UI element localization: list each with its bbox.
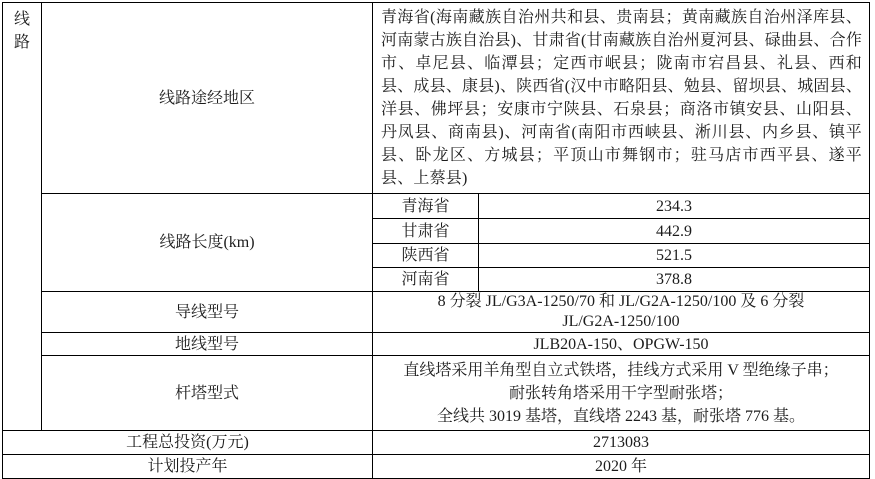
row-length-qinghai xyxy=(3,194,870,219)
route-areas-label: 线路途经地区 xyxy=(42,3,373,194)
tower-type-line: 直线塔采用羊角型自立式铁塔，挂线方式采用 V 型绝缘子串； xyxy=(403,361,839,379)
conductor-model-line: JL/G2A-1250/100 xyxy=(562,313,680,330)
route-areas-value: 青海省(海南藏族自治州共和县、贵南县；黄南藏族自治州泽库县、河南蒙古族自治县)、甘肃省(甘南藏族自治州夏河县、碌曲县、合作市、卓尼县、临潭县；定西市岷县；陇南市宕昌县、礼县、西和县、成县、康县)、陕西省(汉中市略阳县、勉县、留坝县、城固县、洋县、佛坪县；安康市宁陕县、石泉县；商洛市镇安县、山阳县、丹凤县、商南县)、河南省(南阳市西峡县、淅川县、内乡县、镇平县、卧龙区、方城县；平顶山市舞钢市；驻马店市西平县、遂平县、上蔡县) xyxy=(373,3,870,194)
total-investment-label: 工程总投资(万元) xyxy=(3,431,373,455)
conductor-model-value xyxy=(373,292,870,333)
row-ground-wire-model xyxy=(3,333,870,356)
row-group-line-label: 线路 xyxy=(14,11,31,51)
province-length-value: 234.3 xyxy=(479,194,870,219)
total-investment-value: 2713083 xyxy=(373,431,870,455)
row-planned-year xyxy=(3,455,870,479)
planned-year-value: 2020 年 xyxy=(373,455,870,479)
row-total-investment xyxy=(3,431,870,455)
tower-type-value xyxy=(373,356,870,431)
province-length-value: 442.9 xyxy=(479,219,870,244)
ground-wire-model-value: JLB20A-150、OPGW-150 xyxy=(373,333,870,356)
transmission-line-table xyxy=(2,2,870,479)
planned-year-label: 计划投产年 xyxy=(3,455,373,479)
row-conductor-model xyxy=(3,292,870,333)
tower-type-line: 耐张转角塔采用干字型耐张塔； xyxy=(509,384,734,402)
tower-type-line: 全线共 3019 基塔，直线塔 2243 基，耐张塔 776 基。 xyxy=(437,407,806,425)
row-route-areas xyxy=(3,3,870,194)
conductor-model-label: 导线型号 xyxy=(42,292,373,333)
line-length-label: 线路长度(km) xyxy=(42,194,373,292)
row-tower-type xyxy=(3,356,870,431)
row-group-line-cell xyxy=(3,3,42,431)
tower-type-label: 杆塔型式 xyxy=(42,356,373,431)
province-name: 青海省 xyxy=(373,194,479,219)
province-name: 陕西省 xyxy=(373,244,479,268)
province-name: 甘肃省 xyxy=(373,219,479,244)
ground-wire-model-label: 地线型号 xyxy=(42,333,373,356)
province-length-value: 521.5 xyxy=(479,244,870,268)
province-name: 河南省 xyxy=(373,268,479,292)
conductor-model-line: 8 分裂 JL/G3A-1250/70 和 JL/G2A-1250/100 及 6 分裂 xyxy=(437,293,805,310)
province-length-value: 378.8 xyxy=(479,268,870,292)
